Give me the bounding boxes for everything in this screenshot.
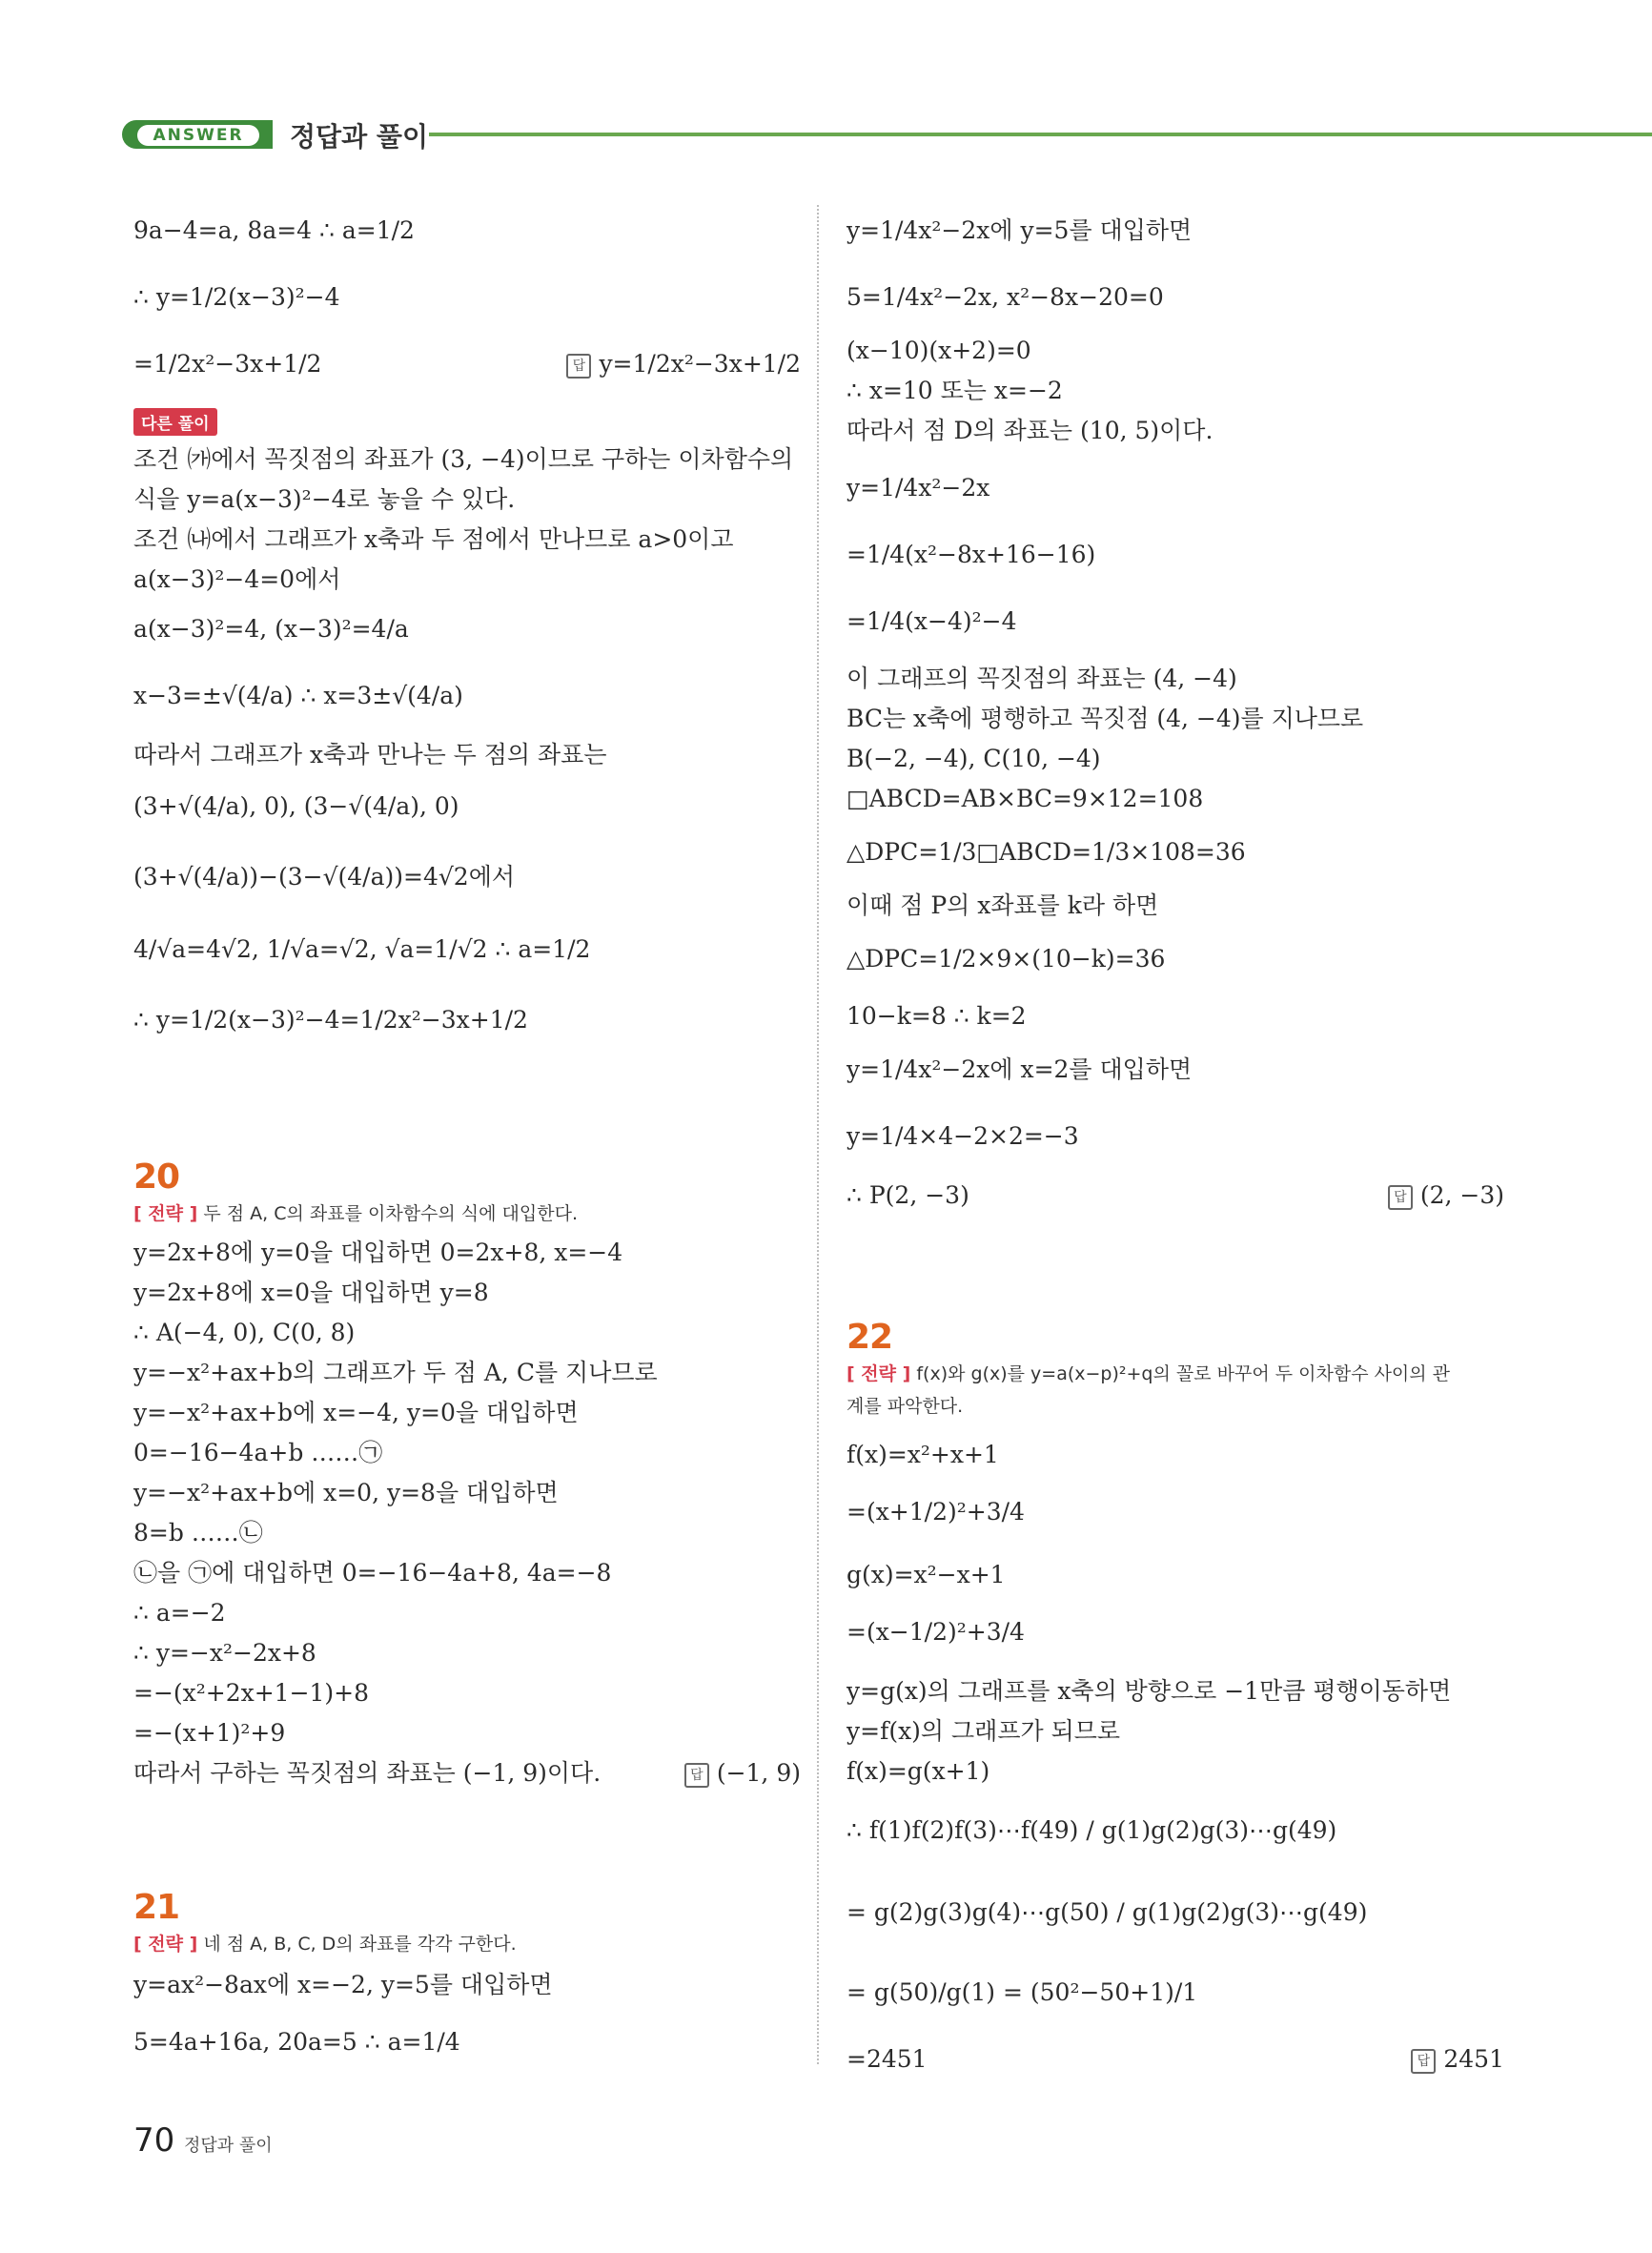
solution-line: 조건 ㈏에서 그래프가 x축과 두 점에서 만나므로 a>0이고 [133,525,734,553]
answer-icon: 답 [566,354,591,379]
solution-line: ㉡을 ㉠에 대입하면 0=−16−4a+8, 4a=−8 [133,1559,612,1587]
alt-solution-badge: 다른 풀이 [133,408,217,436]
solution-line: 조건 ㈎에서 꼭짓점의 좌표가 (3, −4)이므로 구하는 이차함수의 [133,445,794,473]
solution-line: =(x−1/2)²+3/4 [846,1618,1025,1646]
solution-line: g(x)=x²−x+1 [846,1561,1006,1588]
solution-line: = g(2)g(3)g(4)⋯g(50) / g(1)g(2)g(3)⋯g(49) [846,1898,1368,1926]
footer-title: 정답과 풀이 [184,2136,273,2156]
strategy-22-cont: 계를 파악한다. [846,1396,964,1417]
solution-line: (3+√(4/a))−(3−√(4/a))=4√2에서 [133,863,515,891]
final-answer [566,345,801,383]
answer-icon: 답 [684,1763,709,1788]
solution-line: a(x−3)²−4=0에서 [133,565,341,593]
question-number-20: 20 [133,1157,180,1197]
solution-line: =2451 [846,2045,928,2073]
solution-line: 4/√a=4√2, 1/√a=√2, √a=1/√2 ∴ a=1/2 [133,935,591,963]
solution-line: 이때 점 P의 x좌표를 k라 하면 [846,891,1159,919]
solution-line: ∴ a=−2 [133,1599,226,1627]
solution-line: f(x)=x²+x+1 [846,1441,999,1468]
solution-line: =1/2x²−3x+1/2 [133,350,322,378]
solution-line: □ABCD=AB×BC=9×12=108 [846,785,1204,812]
solution-line: =1/4(x²−8x+16−16) [846,541,1096,568]
solution-line: 따라서 구하는 꼭짓점의 좌표는 (−1, 9)이다. [133,1759,602,1787]
solution-line: y=g(x)의 그래프를 x축의 방향으로 −1만큼 평행이동하면 [846,1677,1452,1705]
solution-line: y=1/4x²−2x [846,474,990,502]
solution-line: y=2x+8에 x=0을 대입하면 y=8 [133,1279,489,1306]
solution-line: ∴ P(2, −3) [846,1181,969,1209]
answer-text: (2, −3) [1419,1181,1504,1209]
question-number-22: 22 [846,1318,893,1357]
solution-line: 10−k=8 ∴ k=2 [846,1002,1027,1030]
solution-line: 따라서 점 D의 좌표는 (10, 5)이다. [846,417,1214,444]
solution-line: y=1/4×4−2×2=−3 [846,1122,1079,1150]
final-answer [684,1754,801,1792]
answer-icon: 답 [1411,2049,1436,2074]
solution-line: y=ax²−8ax에 x=−2, y=5를 대입하면 [133,1971,553,1998]
solution-line: f(x)=g(x+1) [846,1757,990,1785]
final-answer [1388,1177,1504,1215]
answer-text: (−1, 9) [716,1759,801,1787]
solution-line: y=1/4x²−2x에 y=5를 대입하면 [846,216,1193,244]
header-title: 정답과 풀이 [290,121,428,153]
solution-line: ∴ y=−x²−2x+8 [133,1639,316,1667]
strategy-text: 네 점 A, B, C, D의 좌표를 각각 구한다. [203,1934,517,1955]
solution-line: ∴ y=1/2(x−3)²−4=1/2x²−3x+1/2 [133,1006,528,1034]
column-divider [817,205,820,2064]
solution-line: 5=1/4x²−2x, x²−8x−20=0 [846,283,1164,311]
strategy-tag: [ 전략 ] [846,1363,911,1384]
answer-text: 2451 [1443,2045,1504,2073]
solution-line: 8=b ……㉡ [133,1519,263,1546]
solution-line: y=−x²+ax+b의 그래프가 두 점 A, C를 지나므로 [133,1359,658,1386]
strategy-20 [133,1198,578,1230]
solution-line: ∴ y=1/2(x−3)²−4 [133,283,340,311]
answer-tab [122,120,273,149]
solution-line: x−3=±√(4/a) ∴ x=3±√(4/a) [133,682,463,709]
answer-text: y=1/2x²−3x+1/2 [599,350,801,378]
solution-line: BC는 x축에 평행하고 꼭짓점 (4, −4)를 지나므로 [846,705,1364,732]
page-number: 70 [133,2121,175,2160]
solution-line: (x−10)(x+2)=0 [846,337,1031,364]
question-number-21: 21 [133,1888,180,1927]
solution-line: B(−2, −4), C(10, −4) [846,745,1101,772]
solution-line: =−(x²+2x+1−1)+8 [133,1679,370,1707]
answer-badge: ANSWER [137,125,259,146]
header-rule [429,133,1652,136]
strategy-text: 두 점 A, C의 좌표를 이차함수의 식에 대입한다. [203,1203,578,1224]
solution-line: y=1/4x²−2x에 x=2를 대입하면 [846,1055,1193,1083]
solution-line: 따라서 그래프가 x축과 만나는 두 점의 좌표는 [133,741,607,768]
solution-line: ∴ A(−4, 0), C(0, 8) [133,1319,356,1346]
solution-line: 0=−16−4a+b ……㉠ [133,1439,383,1466]
strategy-text: f(x)와 g(x)를 y=a(x−p)²+q의 꼴로 바꾸어 두 이차함수 사이의 관 [916,1363,1451,1384]
page-header [122,116,1652,153]
solution-line: y=−x²+ax+b에 x=−4, y=0을 대입하면 [133,1399,579,1426]
answer-icon: 답 [1388,1185,1413,1210]
strategy-21 [133,1928,517,1960]
solution-line: 5=4a+16a, 20a=5 ∴ a=1/4 [133,2028,460,2056]
solution-line: ∴ x=10 또는 x=−2 [846,377,1063,404]
solution-line: y=f(x)의 그래프가 되므로 [846,1717,1121,1745]
strategy-tag: [ 전략 ] [133,1203,198,1224]
solution-line: =(x+1/2)²+3/4 [846,1498,1025,1526]
solution-line: y=−x²+ax+b에 x=0, y=8을 대입하면 [133,1479,559,1506]
solution-line: 이 그래프의 꼭짓점의 좌표는 (4, −4) [846,665,1237,692]
solution-line: a(x−3)²=4, (x−3)²=4/a [133,615,409,643]
strategy-22 [846,1358,1450,1390]
solution-line: 9a−4=a, 8a=4 ∴ a=1/2 [133,216,415,244]
solution-line: y=2x+8에 y=0을 대입하면 0=2x+8, x=−4 [133,1239,623,1266]
solution-line: =1/4(x−4)²−4 [846,607,1017,635]
solution-line: 식을 y=a(x−3)²−4로 놓을 수 있다. [133,485,516,513]
solution-line: △DPC=1/3□ABCD=1/3×108=36 [846,838,1246,866]
strategy-tag: [ 전략 ] [133,1934,198,1955]
solution-line: = g(50)/g(1) = (50²−50+1)/1 [846,1978,1198,2006]
solution-line: ∴ f(1)f(2)f(3)⋯f(49) / g(1)g(2)g(3)⋯g(49) [846,1816,1337,1844]
solution-line: (3+√(4/a), 0), (3−√(4/a), 0) [133,792,459,820]
solution-line: =−(x+1)²+9 [133,1719,286,1747]
solution-line: △DPC=1/2×9×(10−k)=36 [846,945,1166,973]
final-answer [1411,2040,1504,2079]
